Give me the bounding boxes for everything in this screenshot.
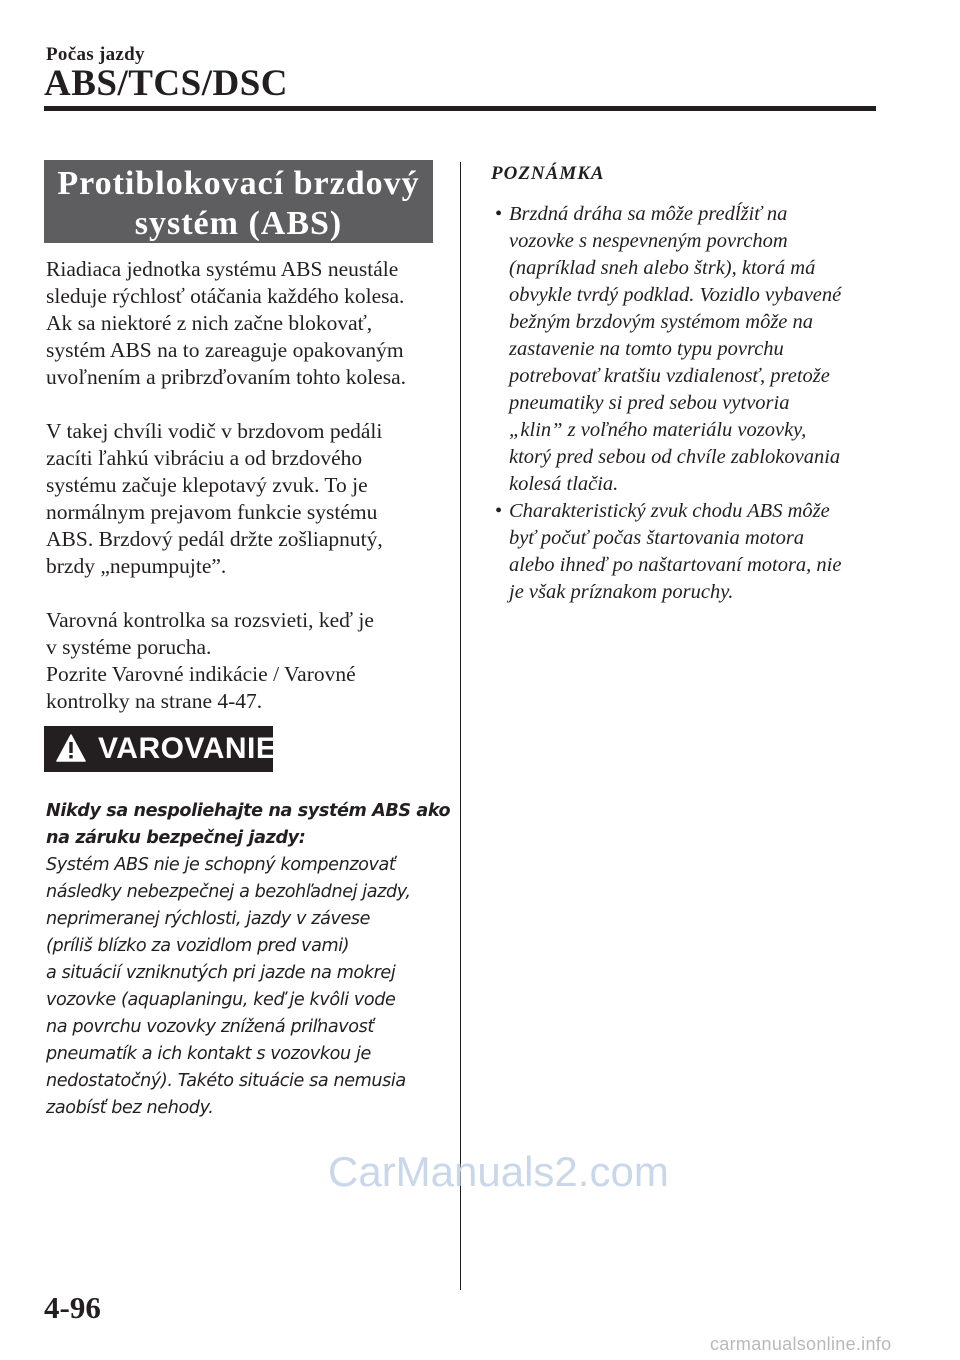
note-line: Charakteristický zvuk chodu ABS môže <box>509 500 830 522</box>
warning-line: a situácií vzniknutých pri jazde na mokrej <box>46 963 396 983</box>
watermark-logo: CarManuals2.com <box>328 1148 669 1195</box>
section-label: Počas jazdy <box>46 44 145 65</box>
text-line: uvoľnením a pribrzďovaním tohto kolesa. <box>46 365 406 389</box>
note-line: obvykle tvrdý podklad. Vozidlo vybavené <box>509 284 842 306</box>
note-line: ktorý pred sebou od chvíle zablokovania <box>509 446 841 468</box>
warning-line: pneumatík a ich kontakt s vozovkou je <box>46 1044 371 1064</box>
text-line: Ak sa niektoré z nich začne blokovať, <box>46 311 373 335</box>
text-line: ABS. Brzdový pedál držte zošliapnutý, <box>46 527 383 551</box>
note-line: vozovke s nespevneným povrchom <box>509 230 788 252</box>
text-line: brzdy „nepumpujte”. <box>46 554 227 578</box>
section-heading <box>44 160 433 243</box>
note-line: pneumatiky si pred sebou vytvoria <box>509 392 790 414</box>
warning-bold-line: Nikdy sa nespoliehajte na systém ABS ako <box>46 801 451 821</box>
text-line: kontrolky na strane 4-47. <box>46 689 263 713</box>
text-line: V takej chvíli vodič v brzdovom pedáli <box>46 419 383 443</box>
warning-line: Systém ABS nie je schopný kompenzovať <box>46 855 396 875</box>
note-line: „klin” z voľného materiálu vozovky, <box>509 419 807 441</box>
note-line: alebo ihneď po naštartovaní motora, nie <box>509 554 842 576</box>
paragraph-warning-light <box>46 607 446 715</box>
note-line: byť počuť počas štartovania motora <box>509 527 805 549</box>
text-line: Riadiaca jednotka systému ABS neustále <box>46 257 399 281</box>
warning-line: vozovke (aquaplaningu, keď je kvôli vode <box>46 990 396 1010</box>
warning-line: zaobísť bez nehody. <box>46 1098 214 1118</box>
bullet-dot: • <box>495 500 503 522</box>
text-line: systém ABS na to zareaguje opakovaným <box>46 338 404 362</box>
text-line: v systéme porucha. <box>46 635 212 659</box>
section-heading-line-2: systém (ABS) <box>134 205 343 242</box>
text-line: normálnym prejavom funkcie systému <box>46 500 378 524</box>
warning-line: nedostatočný). Takéto situácie sa nemusia <box>46 1071 406 1091</box>
bullet-dot: • <box>495 203 503 225</box>
text-line: Pozrite Varovné indikácie / Varovné <box>46 662 356 686</box>
warning-line: následky nebezpečnej a bezohľadnej jazdy, <box>46 882 411 902</box>
column-divider <box>460 162 461 1290</box>
paragraph-pedal-vibration <box>46 418 446 580</box>
text-line: Varovná kontrolka sa rozsvieti, keď je <box>46 608 374 632</box>
note-line: zastavenie na tomto typu povrchu <box>509 338 784 360</box>
note-line: kolesá tlačia. <box>509 473 619 495</box>
header-rule <box>44 106 876 111</box>
section-heading-line-1: Protiblokovací brzdový <box>57 165 420 202</box>
warning-line: na povrchu vozovky znížená priľnavosť <box>46 1017 374 1037</box>
warning-line: (príliš blízko za vozidlom pred vami) <box>46 936 350 956</box>
chapter-title: ABS/TCS/DSC <box>44 63 289 104</box>
note-line: Brzdná dráha sa môže predĺžiť na <box>509 203 788 225</box>
text-line: sleduje rýchlosť otáčania každého kolesa. <box>46 284 405 308</box>
warning-line: neprimeranej rýchlosti, jazdy v závese <box>46 909 371 929</box>
text-line: systému začuje klepotavý zvuk. To je <box>46 473 368 497</box>
body-text <box>46 256 446 742</box>
warning-bold-line: na záruku bezpečnej jazdy: <box>46 828 306 848</box>
note-bullet-abs-sound <box>491 498 891 606</box>
warning-triangle-icon <box>56 734 86 762</box>
note-line: bežným brzdovým systémom môže na <box>509 311 814 333</box>
warning-badge <box>44 726 277 772</box>
note-section <box>491 160 891 606</box>
page-number: 4-96 <box>44 1290 101 1325</box>
paragraph-abs-function <box>46 256 446 391</box>
note-line: (napríklad sneh alebo štrk), ktorá má <box>509 257 816 279</box>
note-title: POZNÁMKA <box>491 163 605 184</box>
note-bullet-braking-distance <box>491 201 891 498</box>
text-line: zacíti ľahkú vibráciu a od brzdového <box>46 446 363 470</box>
footer-site-watermark: carmanualsonline.info <box>710 1334 892 1354</box>
warning-label: VAROVANIE <box>98 732 277 765</box>
note-line: potrebovať kratšiu vzdialenosť, pretože <box>509 365 830 387</box>
warning-text <box>46 798 451 1122</box>
note-line: je však príznakom poruchy. <box>509 581 734 603</box>
